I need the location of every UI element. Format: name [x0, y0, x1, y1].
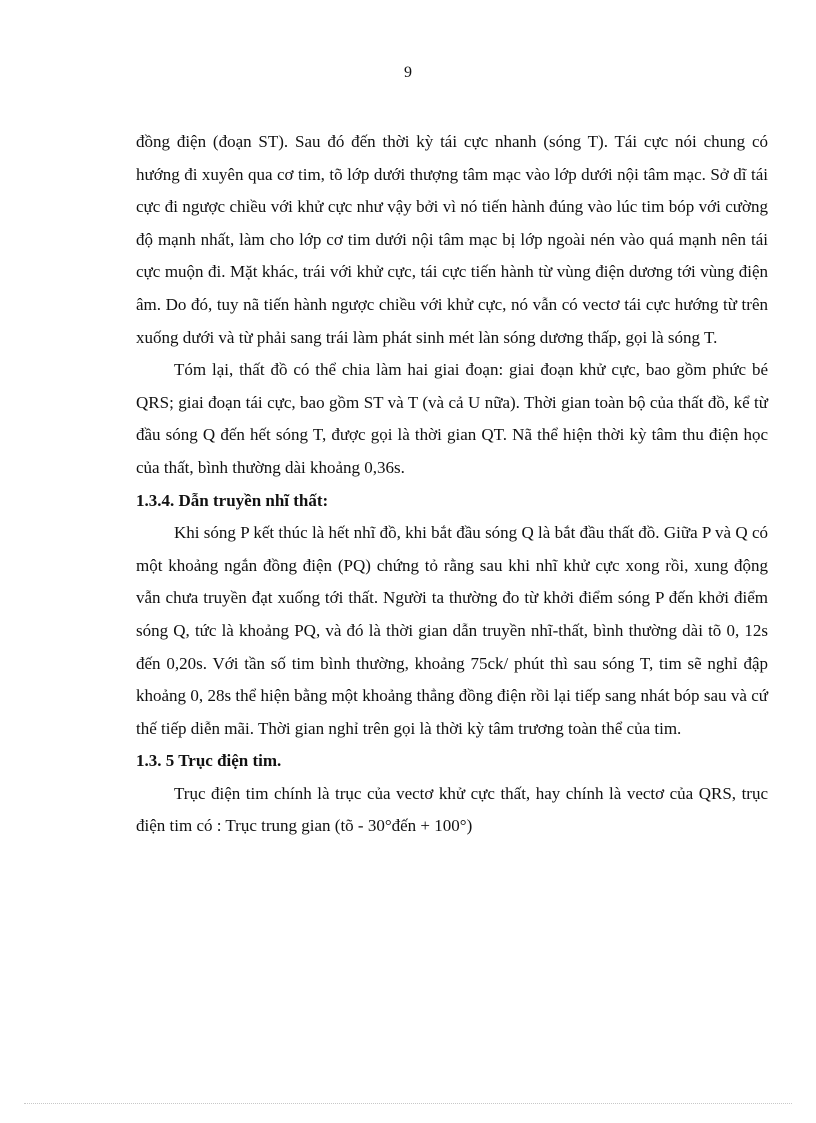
section-heading: 1.3. 5 Trục điện tim.	[136, 751, 282, 771]
footer-divider	[24, 1103, 792, 1104]
section-heading: 1.3.4. Dẫn truyền nhĩ thất:	[136, 490, 329, 510]
paragraph: Khi sóng P kết thúc là hết nhĩ đồ, khi bắt đầu sóng Q là bắt đầu thất đồ. Giữa P và Q có một khoảng ngắn đồng điện (PQ) chứng tỏ rằng sau khi nhĩ khử cực xong rồi, xung động vẫn chưa truyền đạt xuống tới thất. Người ta thường đo từ khởi điểm sóng P đến khởi điểm sóng Q, tức là khoảng PQ, và đó là thời gian dẫn truyền nhĩ-thất, bình thường dài tõ 0, 12s đến 0,20s. Với tần số tim bình thường, khoảng 75ck/ phút thì sau sóng T, tim sẽ nghỉ đập khoảng 0, 28s thể hiện bằng một khoảng thẳng đồng điện rồi lại tiếp sang nhát bóp sau và cứ thế tiếp diễn mãi. Thời gian nghỉ trên gọi là thời kỳ tâm trương toàn thể của tim.	[136, 523, 768, 738]
page-number: 9	[404, 64, 412, 81]
paragraph: đồng điện (đoạn ST). Sau đó đến thời kỳ tái cực nhanh (sóng T). Tái cực nói chung có hướng đi xuyên qua cơ tim, tõ lớp dưới thượng tâm mạc vào lớp dưới nội tâm mạc. Sở dĩ tái cực đi ngược chiều với khử cực như vậy bởi vì nó tiến hành đúng vào lúc tim bóp với cường độ mạnh nhất, làm cho lớp cơ tim dưới nội tâm mạc bị lớp ngoài nén vào quá mạnh nên tái cực muộn đi. Mặt khác, trái với khử cực, tái cực tiến hành từ vùng điện dương tới vùng điện âm. Do đó, tuy nã tiến hành ngược chiều với khử cực, nó vẫn có vectơ tái cực hướng từ trên xuống dưới và từ phải sang trái làm phát sinh mét làn sóng dương thấp, gọi là sóng T.	[136, 132, 768, 347]
paragraph: Tóm lại, thất đồ có thể chia làm hai giai đoạn: giai đoạn khử cực, bao gồm phức bé QRS; giai đoạn tái cực, bao gồm ST và T (và cả U nữa). Thời gian toàn bộ của thất đồ, kể từ đầu sóng Q đến hết sóng T, được gọi là thời gian QT. Nã thể hiện thời kỳ tâm thu điện học của thất, bình thường dài khoảng 0,36s.	[136, 360, 768, 477]
document-body	[136, 126, 768, 843]
paragraph: Trục điện tim chính là trục của vectơ khử cực thất, hay chính là vectơ của QRS, trục điện tim có : Trục trung gian (tõ - 30°đến + 100°)	[136, 783, 768, 836]
